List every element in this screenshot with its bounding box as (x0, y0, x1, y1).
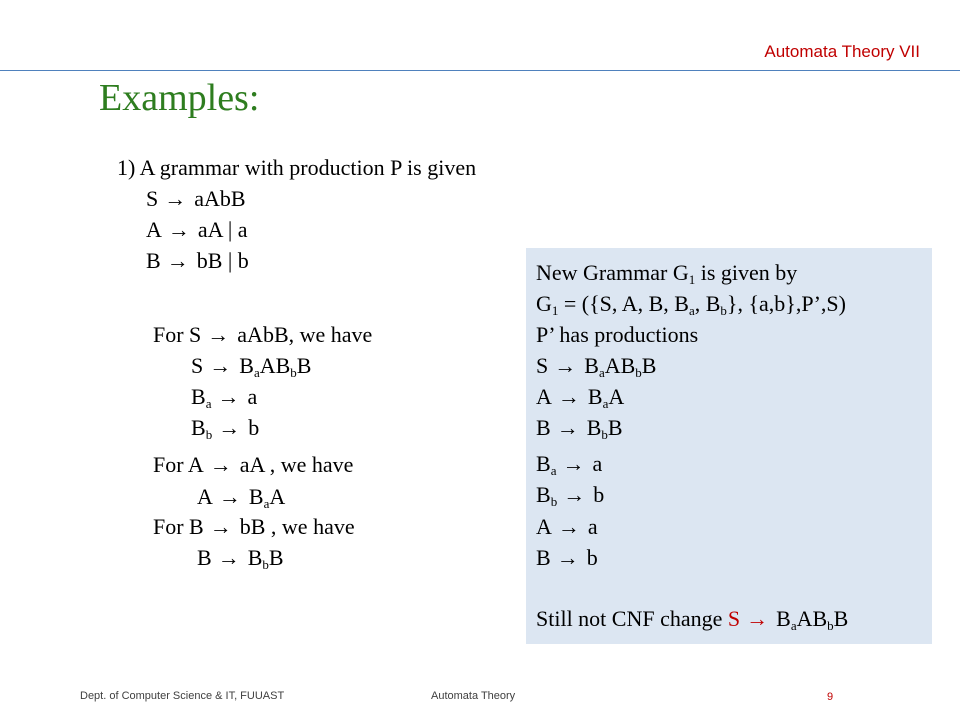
new-rule-b-terminal: B → b (536, 545, 598, 570)
footer-course: Automata Theory (431, 690, 516, 702)
page-number: 9 (827, 691, 834, 703)
arrow-icon: → (562, 451, 585, 476)
new-grammar-definition: $G_1 = (\{S$, A, B, $B_a$, $B_b$}, {a,b},P’,S) (536, 291, 846, 318)
derivation-b-rule: $B \to B_bB$ (197, 545, 284, 572)
new-grammar-heading: New Grammar $G_1$ is given by (536, 260, 798, 287)
derivation-ba-rule: $B_a \to a$ (191, 384, 258, 411)
derivation-a-rule: $A \to B_aA$ (197, 484, 286, 511)
cnf-note-highlight: S → (727, 606, 769, 631)
slide-title: Examples: (99, 77, 260, 119)
arrow-icon: → (209, 452, 232, 477)
derivation-for-a: For A → aA , we have (153, 452, 354, 477)
new-rule-b: $B \to B_bB$ (536, 415, 623, 442)
arrow-icon: → (207, 322, 230, 347)
new-rule-s: $S \to B_aAB_bB$ (536, 353, 657, 380)
header-divider (0, 70, 960, 71)
arrow-icon: → (556, 545, 579, 570)
arrow-icon: → (746, 606, 769, 631)
problem-intro: 1) A grammar with production P is given (117, 155, 477, 180)
course-header: Automata Theory VII (764, 42, 920, 61)
new-rule-bb: $B_b \to b$ (536, 482, 605, 509)
arrow-icon: → (167, 217, 190, 242)
arrow-icon: → (554, 353, 577, 378)
arrow-icon: → (556, 415, 579, 440)
arrow-icon: → (217, 545, 240, 570)
arrow-icon: → (166, 248, 189, 273)
production-b: B → bB | b (146, 248, 249, 273)
arrow-icon: → (218, 415, 241, 440)
new-rule-a: $A \to B_aA$ (536, 384, 625, 411)
footer-department: Dept. of Computer Science & IT, FUUAST (80, 690, 285, 702)
arrow-icon: → (209, 514, 232, 539)
arrow-icon: → (209, 353, 232, 378)
arrow-icon: → (218, 484, 241, 509)
cnf-note: Still not CNF change $S \to B_aAB_bB$ (536, 606, 849, 633)
new-rule-ba: $B_a \to a$ (536, 451, 603, 478)
arrow-icon: → (557, 514, 580, 539)
production-a: A → aA | a (146, 217, 248, 242)
derivation-s-rule: $S \to B_aAB_bB$ (191, 353, 312, 380)
arrow-icon: → (217, 384, 240, 409)
new-rule-a-terminal: A → a (536, 514, 598, 539)
production-s: S → aAbB (146, 186, 246, 211)
productions-heading: P’ has productions (536, 322, 699, 347)
arrow-icon: → (563, 482, 586, 507)
derivation-bb-rule: $B_b \to b$ (191, 415, 260, 442)
derivation-for-b: For B → bB , we have (153, 514, 355, 539)
arrow-icon: → (164, 186, 187, 211)
arrow-icon: → (557, 384, 580, 409)
derivation-for-s: For S → aAbB, we have (153, 322, 373, 347)
